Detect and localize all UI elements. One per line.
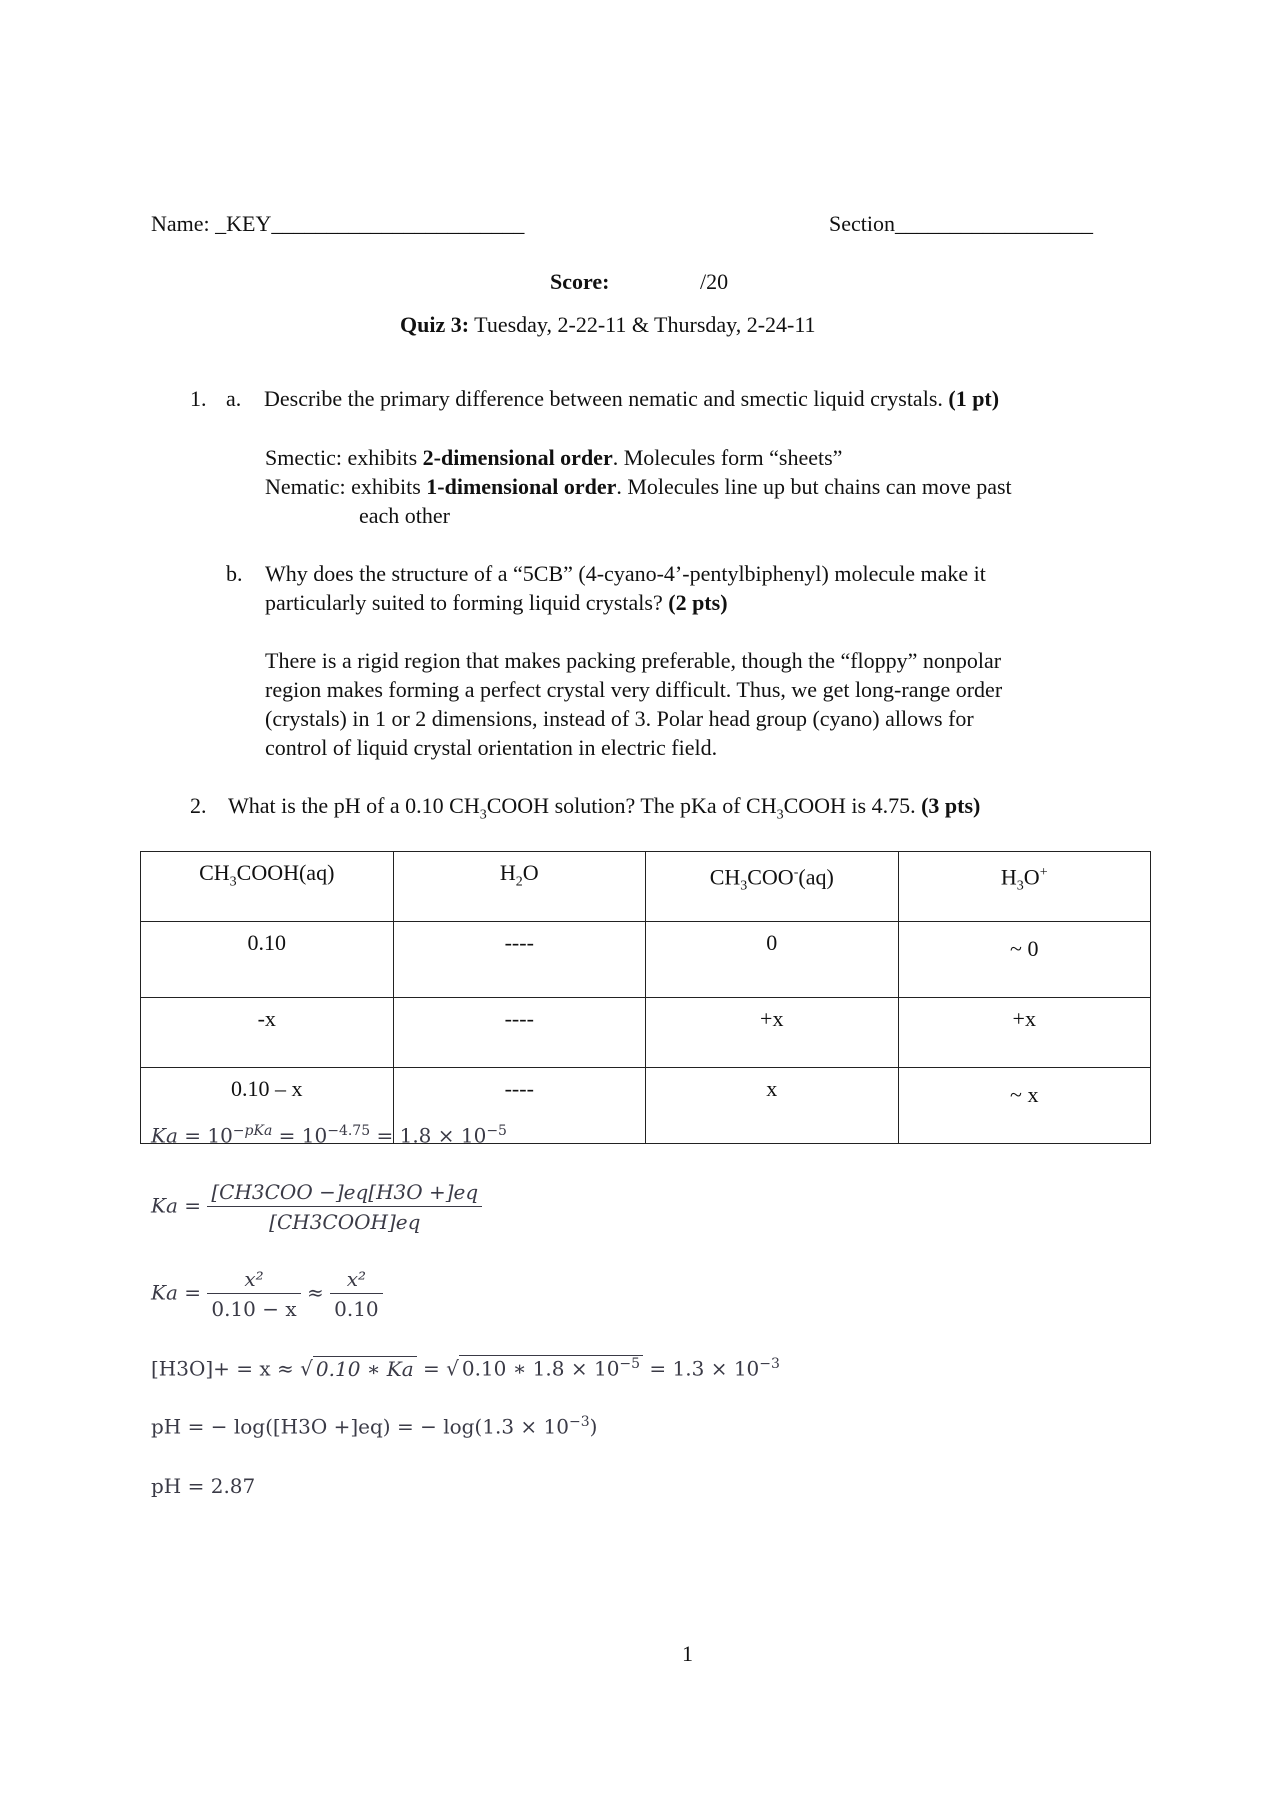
equation-ka-approx bbox=[151, 1267, 383, 1321]
q1a-points: (1 pt) bbox=[948, 386, 1000, 411]
e4-c: = 1.3 × 10 bbox=[643, 1356, 760, 1381]
q1a-question: Describe the primary difference between nematic and smectic liquid crystals. bbox=[264, 386, 943, 411]
q1b-letter: b. bbox=[226, 561, 243, 586]
nematic-continuation: each other bbox=[359, 503, 450, 528]
score-label bbox=[550, 269, 609, 295]
e4-exp1: −5 bbox=[619, 1356, 641, 1372]
ice-cell: ---- bbox=[393, 922, 646, 998]
equation-h3o bbox=[151, 1355, 780, 1381]
h3b: COO bbox=[747, 864, 794, 890]
ice-cell: 0.10 bbox=[141, 922, 394, 998]
ice-header-acetate bbox=[646, 852, 899, 922]
e5-b: ) bbox=[589, 1414, 598, 1439]
nematic-prefix: Nematic: exhibits bbox=[265, 474, 427, 499]
e2-numerator: [CH3COO −]eq[H3O +]eq bbox=[207, 1180, 482, 1207]
ice-row-initial bbox=[141, 922, 1151, 998]
ice-cell: ~ x bbox=[898, 1068, 1151, 1144]
q2-text-end: COOH is 4.75. bbox=[783, 793, 916, 818]
equation-ph-result: pH = 2.87 bbox=[151, 1474, 256, 1498]
e5-exp: −3 bbox=[568, 1414, 590, 1430]
h1b: COOH(aq) bbox=[236, 860, 335, 885]
e5-a: pH = − log([H3O +]eq) = − log(1.3 × 10 bbox=[151, 1414, 569, 1439]
q2-sub-a: 3 bbox=[479, 807, 487, 823]
h4sup: + bbox=[1039, 865, 1048, 880]
page-number: 1 bbox=[682, 1641, 693, 1666]
e4-exp2: −3 bbox=[759, 1356, 780, 1372]
ice-header-water bbox=[393, 852, 646, 922]
q1b-question-end: particularly suited to forming liquid crystals? bbox=[265, 590, 663, 615]
q2-text-start: What is the pH of a 0.10 CH bbox=[228, 793, 480, 818]
q2-number: 2. bbox=[190, 793, 207, 818]
ice-header-acid bbox=[141, 852, 394, 922]
e2-ka: Ka = bbox=[151, 1193, 201, 1218]
e2-denominator: [CH3COOH]eq bbox=[269, 1210, 421, 1234]
ice-cell: ~ 0 bbox=[898, 922, 1151, 998]
h1sub: 3 bbox=[229, 874, 237, 890]
q1b-points: (2 pts) bbox=[668, 590, 728, 615]
h3c: (aq) bbox=[798, 864, 834, 890]
h2sub: 2 bbox=[515, 874, 523, 890]
q2-text-mid: COOH solution? The pKa of CH bbox=[486, 793, 777, 818]
ice-row-change bbox=[141, 998, 1151, 1068]
smectic-bold: 2-dimensional order bbox=[422, 445, 613, 470]
q1a-text bbox=[264, 386, 999, 412]
ice-cell: -x bbox=[141, 998, 394, 1068]
ice-cell: +x bbox=[898, 998, 1151, 1068]
e1-ka: Ka bbox=[151, 1123, 178, 1148]
e4-b: = √ bbox=[416, 1356, 459, 1381]
quiz-dates: Tuesday, 2-22-11 & Thursday, 2-24-11 bbox=[474, 312, 816, 337]
e4-rad2: 0.10 ∗ 1.8 × 10 bbox=[461, 1356, 620, 1381]
h2b: O bbox=[522, 860, 539, 885]
ice-cell: ---- bbox=[393, 998, 646, 1068]
ice-table bbox=[140, 851, 1151, 1144]
e1-b: = 10 bbox=[272, 1123, 328, 1148]
quiz-title-bold: Quiz 3: bbox=[400, 312, 470, 337]
equation-ka-pka bbox=[151, 1123, 507, 1148]
h4a: H bbox=[1000, 864, 1017, 890]
h3a: CH bbox=[709, 864, 741, 890]
q1a-letter: a. bbox=[226, 386, 242, 411]
q2-text bbox=[228, 793, 980, 828]
ice-cell: 0.10 – x bbox=[141, 1068, 394, 1144]
e2-fraction bbox=[207, 1180, 482, 1234]
smectic-rest: . Molecules form “sheets” bbox=[612, 445, 843, 470]
e3-num1: x² bbox=[207, 1267, 300, 1294]
h1a: CH bbox=[199, 860, 230, 885]
q1b-answer-line4: control of liquid crystal orientation in electric field. bbox=[265, 735, 718, 760]
q1-number: 1. bbox=[190, 386, 207, 411]
score-label-text: Score: bbox=[550, 269, 610, 294]
e1-exp2: −4.75 bbox=[327, 1123, 371, 1139]
e3-num2: x² bbox=[330, 1267, 383, 1294]
q2-points: (3 pts) bbox=[921, 793, 981, 818]
quiz-title bbox=[400, 312, 816, 338]
e1-c: = 1.8 × 10 bbox=[370, 1123, 487, 1148]
e1-a: = 10 bbox=[177, 1123, 233, 1148]
e1-exp3: −5 bbox=[486, 1123, 507, 1139]
e4-a: [H3O]+ = x ≈ √ bbox=[151, 1356, 313, 1381]
q1b-answer-line2: region makes forming a perfect crystal very difficult. Thus, we get long-range order bbox=[265, 677, 1003, 702]
q1b-answer-line3: (crystals) in 1 or 2 dimensions, instead of 3. Polar head group (cyano) allows for bbox=[265, 706, 974, 731]
nematic-answer bbox=[265, 474, 1012, 500]
ice-cell: +x bbox=[646, 998, 899, 1068]
e3-fraction1 bbox=[207, 1267, 300, 1321]
e4-rad2-wrap bbox=[459, 1355, 643, 1381]
score-total: /20 bbox=[700, 269, 729, 294]
e3-den1: 0.10 − x bbox=[211, 1297, 297, 1321]
q1b-answer-line1: There is a rigid region that makes packing preferable, though the “floppy” nonpolar bbox=[265, 648, 1002, 673]
e1-exp1: −pKa bbox=[232, 1123, 273, 1139]
ice-cell: x bbox=[646, 1068, 899, 1144]
h4sub: 3 bbox=[1016, 878, 1024, 894]
name-field: Name: _KEY_______________________ bbox=[151, 211, 525, 236]
h3sub: 3 bbox=[740, 878, 748, 894]
q1b-line2 bbox=[265, 590, 728, 616]
e4-rad1: 0.10 ∗ Ka bbox=[313, 1356, 417, 1381]
section-field: Section__________________ bbox=[829, 211, 1093, 236]
smectic-prefix: Smectic: exhibits bbox=[265, 445, 423, 470]
q2-sub-b: 3 bbox=[776, 807, 784, 823]
smectic-answer bbox=[265, 445, 842, 471]
e3-ka: Ka = bbox=[151, 1280, 201, 1305]
e3-fraction2 bbox=[330, 1267, 383, 1321]
equation-ka-expression bbox=[151, 1180, 482, 1234]
ice-cell: 0 bbox=[646, 922, 899, 998]
e3-den2: 0.10 bbox=[334, 1297, 379, 1321]
h2a: H bbox=[499, 860, 516, 885]
ice-cell: ---- bbox=[393, 1068, 646, 1144]
nematic-bold: 1-dimensional order bbox=[426, 474, 617, 499]
ice-header-hydronium bbox=[898, 852, 1151, 922]
q1b-line1: Why does the structure of a “5CB” (4-cyano-4’-pentylbiphenyl) molecule make it bbox=[265, 561, 986, 586]
ice-header-row bbox=[141, 852, 1151, 922]
equation-ph-log bbox=[151, 1414, 597, 1439]
h4b: O bbox=[1023, 864, 1040, 890]
e3-approx: ≈ bbox=[307, 1280, 324, 1305]
h3sup: - bbox=[793, 865, 799, 880]
nematic-rest: . Molecules line up but chains can move past bbox=[616, 474, 1012, 499]
